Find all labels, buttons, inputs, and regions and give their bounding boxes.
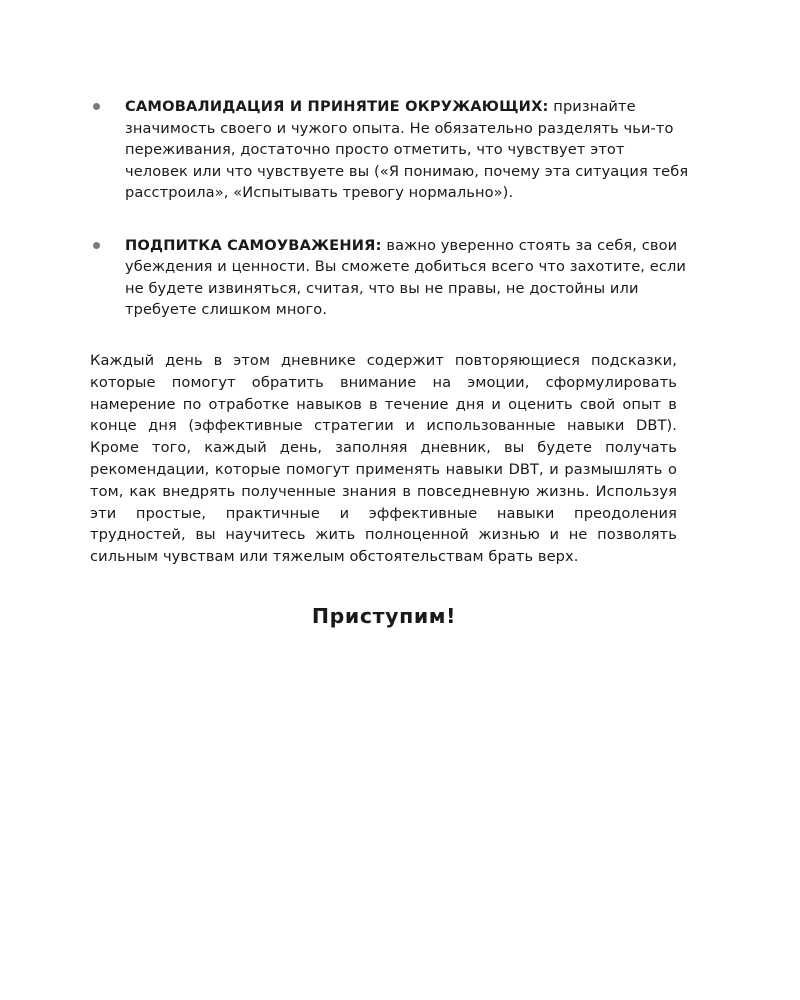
bullet-item-self-respect	[90, 235, 690, 321]
bullet-dot-icon	[93, 242, 100, 249]
bullet-text: признайте значимость своего и чужого опыта. Не обязательно разделять чьи-то переживания, достаточно просто отметить, что чувствует этот человек или что чувствуете вы («Я понимаю, почему эта ситуация тебя расстроила», «Испытывать тревогу нормально»).	[125, 98, 689, 201]
bullet-term: САМОВАЛИДАЦИЯ И ПРИНЯТИЕ ОКРУЖАЮЩИХ:	[125, 98, 549, 115]
bullet-term: ПОДПИТКА САМОУВАЖЕНИЯ:	[125, 236, 382, 254]
bullet-text: важно уверенно стоять за себя, свои убеждения и ценности. Вы сможете добиться всего что захотите, если не будете извиняться, считая, что вы не правы, не достойны или требуете слишком много.	[125, 236, 686, 318]
skills-bullet-list	[90, 96, 690, 321]
bullet-item-self-validation	[90, 96, 690, 204]
body-paragraph: Каждый день в этом дневнике содержит повторяющиеся подсказки, которые помогут обратить внимание на эмоции, сформулировать намерение по отработке навыков в течение дня и оценить свой опыт в конце дня (эффективные стратегии и использованные навыки DBT). Кроме того, каждый день, заполняя дневник, вы будете получать рекомендации, которые помогут применять навыки DBT, и размышлять о том, как внедрять полученные знания в повседневную жизнь. Используя эти простые, практичные и эффективные навыки преодоления трудностей, вы научитесь жить полноценной жизнью и не позволять сильным чувствам или тяжелым обстоятельствам брать верх.	[90, 352, 677, 566]
closing-heading: Приступим!	[311, 604, 457, 628]
bullet-dot-icon	[93, 103, 100, 110]
